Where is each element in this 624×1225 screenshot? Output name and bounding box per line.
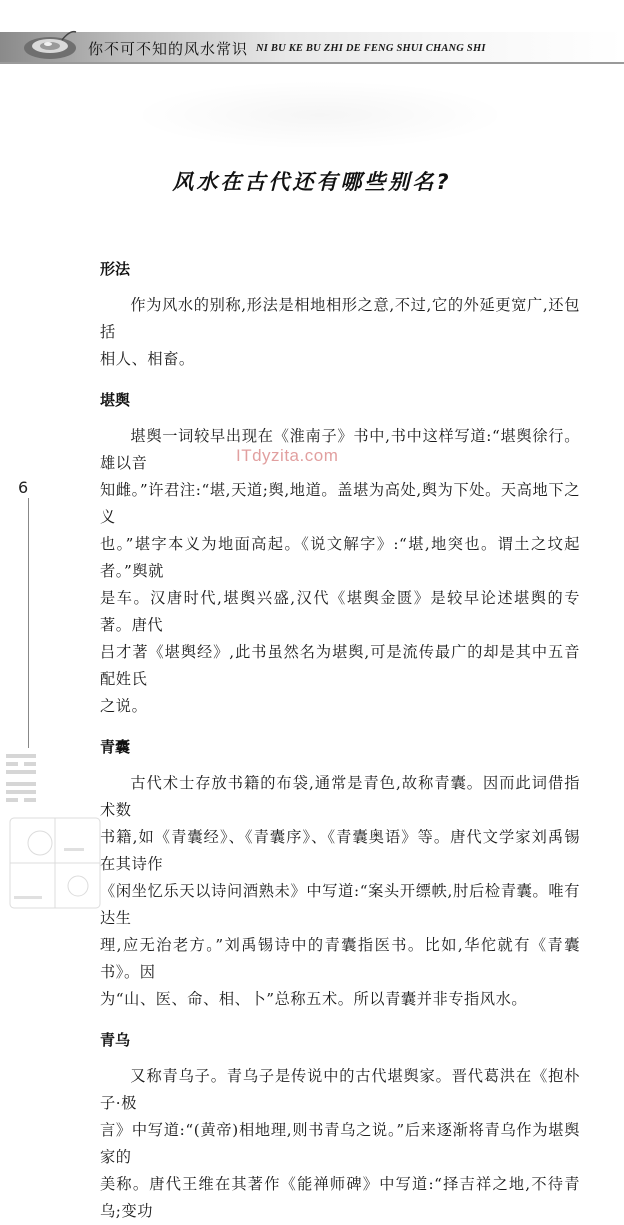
section-heading: 形法 xyxy=(100,260,131,278)
paragraph-line: 知雌。”许君注:“堪,天道;舆,地道。盖堪为高处,舆为下处。天高地下之义 xyxy=(100,481,580,526)
paper-bleed xyxy=(130,80,510,150)
paragraph-line: 吕才著《堪舆经》,此书虽然名为堪舆,可是流传最广的却是其中五音配姓氏 xyxy=(100,643,580,688)
margin-rule xyxy=(28,498,29,748)
running-header xyxy=(0,0,624,66)
paragraph-line: 言》中写道:“(黄帝)相地理,则书青乌之说。”后来逐渐将青乌作为堪舆家的 xyxy=(100,1121,580,1166)
page-title: 风水在古代还有哪些别名? xyxy=(172,170,452,194)
paragraph-line: 堪舆一词较早出现在《淮南子》书中,书中这样写道:“堪舆徐行。雄以音 xyxy=(100,427,580,472)
paragraph-line: 作为风水的别称,形法是相地相形之意,不过,它的外延更宽广,还包括 xyxy=(100,296,580,341)
paragraph-line: 又称青乌子。青乌子是传说中的古代堪舆家。晋代葛洪在《抱朴子·极 xyxy=(100,1067,580,1112)
paragraph-line: 之说。 xyxy=(100,697,148,715)
header-title-cn: 你不可不知的风水常识 xyxy=(88,40,249,58)
paragraph-line: 书籍,如《青囊经》、《青囊序》、《青囊奥语》等。唐代文学家刘禹锡在其诗作 xyxy=(100,828,580,873)
section-kanyu xyxy=(100,389,580,736)
paragraph-line: 理,应无治老方。”刘禹锡诗中的青囊指医书。比如,华佗就有《青囊书》。因 xyxy=(100,936,580,981)
paragraph-line: 《闲坐忆乐天以诗问酒熟未》中写道:“案头开缥帙,肘后检青囊。唯有达生 xyxy=(100,882,580,927)
paragraph-line: 相人、相畜。 xyxy=(100,350,195,368)
section-xingfa xyxy=(100,258,580,389)
section-heading: 青囊 xyxy=(100,738,131,756)
header-rule xyxy=(0,62,624,64)
section-heading: 青乌 xyxy=(100,1031,131,1049)
page-number: 6 xyxy=(18,478,29,497)
paragraph-line: 是车。汉唐时代,堪舆兴盛,汉代《堪舆金匮》是较早论述堪舆的专著。唐代 xyxy=(100,589,580,634)
section-qingwu xyxy=(100,1029,580,1225)
watermark: ITdyzita.com xyxy=(236,446,339,465)
header-title-en: NI BU KE BU ZHI DE FENG SHUI CHANG SHI xyxy=(256,43,486,54)
paragraph-line: 美称。唐代王维在其著作《能禅师碑》中写道:“择吉祥之地,不待青乌;变功 xyxy=(100,1175,580,1220)
compass-logo-icon xyxy=(18,22,78,62)
section-qingnang xyxy=(100,736,580,1029)
section-heading: 堪舆 xyxy=(100,391,131,409)
body-text xyxy=(100,258,580,1225)
paragraph-line: 为“山、医、命、相、卜”总称五术。所以青囊并非专指风水。 xyxy=(100,990,528,1008)
paragraph-line: 也。”堪字本义为地面高起。《说文解字》:“堪,地突也。谓土之坟起者。”舆就 xyxy=(100,535,580,580)
bagua-trigram-decoration-icon xyxy=(0,748,120,918)
paragraph-line: 古代术士存放书籍的布袋,通常是青色,故称青囊。因而此词借指术数 xyxy=(100,774,580,819)
